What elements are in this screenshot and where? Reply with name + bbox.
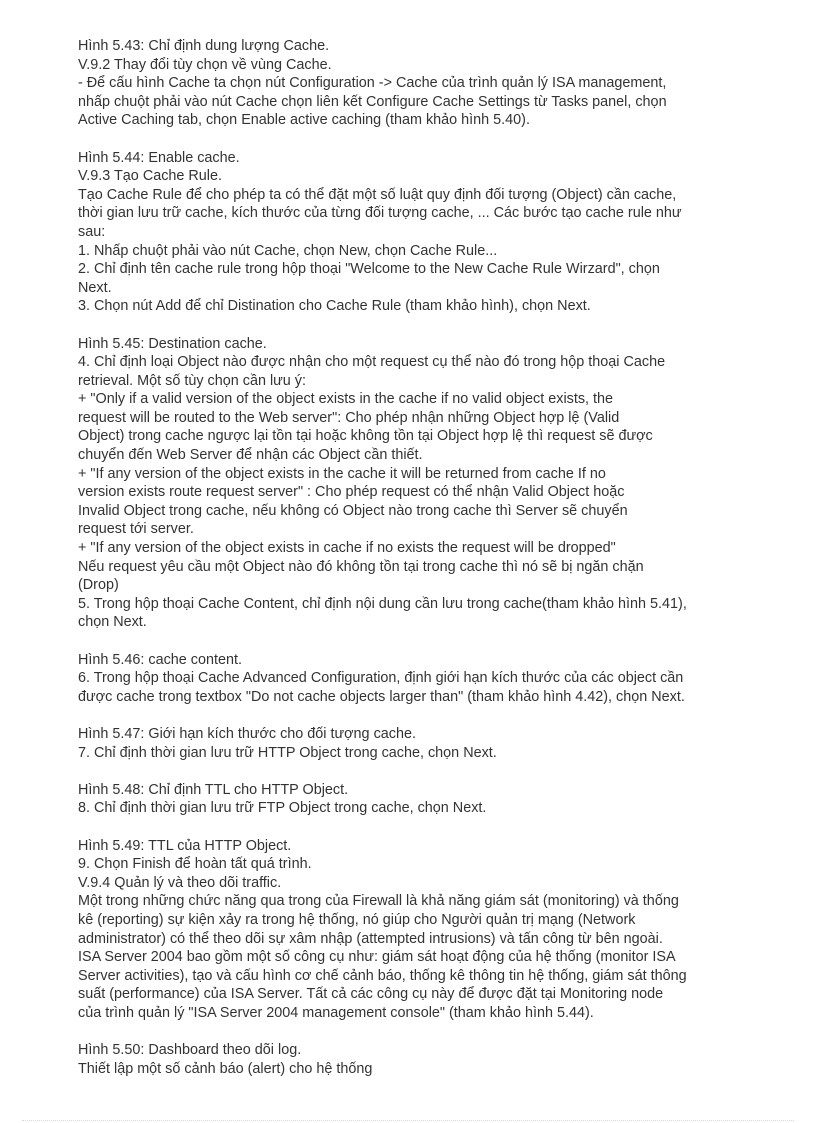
text-line: V.9.3 Tạo Cache Rule. <box>78 168 223 185</box>
text-line: Hình 5.44: Enable cache. <box>78 149 240 166</box>
text-block <box>78 651 778 707</box>
text-line: thời gian lưu trữ cache, kích thước của từng đối tượng cache, ... Các bước tạo cache rule như <box>78 205 682 222</box>
text-line: request tới server. <box>78 521 194 538</box>
text-line: version exists route request server" : Cho phép request có thể nhận Valid Object hoặc <box>78 484 625 501</box>
text-block <box>78 335 778 633</box>
text-block <box>78 837 778 1023</box>
text-line: + "If any version of the object exists in the cache it will be returned from cache If no <box>78 465 606 482</box>
text-line: 3. Chọn nút Add để chỉ Distination cho Cache Rule (tham khảo hình), chọn Next. <box>78 298 591 315</box>
text-line: Invalid Object trong cache, nếu không có Object nào trong cache thì Server sẽ chuyển <box>78 502 628 519</box>
text-block <box>78 149 778 316</box>
text-line: Thiết lập một số cảnh báo (alert) cho hệ thống <box>78 1060 373 1077</box>
text-line: chọn Next. <box>78 614 147 631</box>
text-line: administrator) có thể theo dõi sự xâm nhập (attempted intrusions) và tấn công từ bên ngoài. <box>78 930 663 947</box>
text-block <box>78 37 778 130</box>
text-line: của trình quản lý "ISA Server 2004 management console" (tham khảo hình 5.44). <box>78 1004 594 1021</box>
paragraph-gap <box>78 818 778 837</box>
text-line: Active Caching tab, chọn Enable active caching (tham khảo hình 5.40). <box>78 112 530 129</box>
document-body <box>78 37 778 1078</box>
text-line: Hình 5.43: Chỉ định dung lượng Cache. <box>78 38 330 54</box>
text-line: + "Only if a valid version of the object exists in the cache if no valid object exists, the <box>78 391 614 408</box>
paragraph-gap <box>78 706 778 725</box>
text-line: Hình 5.49: TTL của HTTP Object. <box>78 837 292 854</box>
text-block <box>78 781 778 818</box>
text-line: Tạo Cache Rule để cho phép ta có thể đặt một số luật quy định đối tượng (Object) cần cache, <box>78 186 677 203</box>
text-line: Hình 5.48: Chỉ định TTL cho HTTP Object. <box>78 781 349 798</box>
text-line: - Để cấu hình Cache ta chọn nút Configuration -> Cache của trình quản lý ISA management, <box>78 75 667 92</box>
text-line: 6. Trong hộp thoại Cache Advanced Configuration, định giới hạn kích thước của các object cần <box>78 670 684 687</box>
text-line: Server activities), tạo và cấu hình cơ chế cảnh báo, thống kê thông tin hệ thống, giám sát thông <box>78 967 687 984</box>
text-line: ISA Server 2004 bao gồm một số công cụ như: giám sát hoạt động của hệ thống (monitor ISA <box>78 949 676 966</box>
text-line: retrieval. Một số tùy chọn cần lưu ý: <box>78 372 306 389</box>
text-line: + "If any version of the object exists in cache if no exists the request will be dropped" <box>78 540 616 557</box>
text-line: V.9.2 Thay đổi tùy chọn về vùng Cache. <box>78 56 332 73</box>
text-line: (Drop) <box>78 577 119 594</box>
text-line: 1. Nhấp chuột phải vào nút Cache, chọn New, chọn Cache Rule... <box>78 242 498 259</box>
paragraph-gap <box>78 632 778 651</box>
text-line: được cache trong textbox "Do not cache objects larger than" (tham khảo hình 4.42), chọn Next. <box>78 688 685 705</box>
text-line: Một trong những chức năng qua trong của Firewall là khả năng giám sát (monitoring) và thống <box>78 893 679 910</box>
text-line: Hình 5.47: Giới hạn kích thước cho đối tượng cache. <box>78 725 416 742</box>
text-block <box>78 725 778 762</box>
text-line: Hình 5.45: Destination cache. <box>78 335 267 352</box>
text-line: suất (performance) của ISA Server. Tất cả các công cụ này để được đặt tại Monitoring node <box>78 986 664 1003</box>
text-line: nhấp chuột phải vào nút Cache chọn liên kết Configure Cache Settings từ Tasks panel, chọn <box>78 93 667 110</box>
paragraph-gap <box>78 1022 778 1041</box>
text-line: V.9.4 Quản lý và theo dõi traffic. <box>78 874 282 891</box>
text-line: 7. Chỉ định thời gian lưu trữ HTTP Object trong cache, chọn Next. <box>78 744 497 761</box>
text-line: Hình 5.46: cache content. <box>78 651 243 668</box>
paragraph-gap <box>78 316 778 335</box>
paragraph-gap <box>78 762 778 781</box>
text-line: Hình 5.50: Dashboard theo dõi log. <box>78 1042 302 1059</box>
text-line: sau: <box>78 223 106 240</box>
text-line: 4. Chỉ định loại Object nào được nhận cho một request cụ thể nào đó trong hộp thoại Cache <box>78 354 666 371</box>
text-line: 2. Chỉ định tên cache rule trong hộp thoại "Welcome to the New Cache Rule Wirzard", chọn <box>78 261 660 278</box>
text-line: Next. <box>78 279 112 296</box>
text-line: kê (reporting) sự kiện xảy ra trong hệ thống, nó giúp cho Người quản trị mạng (Network <box>78 911 636 928</box>
text-line: Object) trong cache ngược lại tồn tại hoặc không tồn tại Object hợp lệ thì request sẽ được <box>78 428 653 445</box>
text-line: chuyển đến Web Server để nhận các Object cần thiết. <box>78 447 423 464</box>
text-line: request will be routed to the Web server": Cho phép nhận những Object hợp lệ (Valid <box>78 409 620 426</box>
text-line: 9. Chọn Finish để hoàn tất quá trình. <box>78 856 312 873</box>
text-line: 8. Chỉ định thời gian lưu trữ FTP Object trong cache, chọn Next. <box>78 800 487 817</box>
paragraph-gap <box>78 130 778 149</box>
text-line: 5. Trong hộp thoại Cache Content, chỉ định nội dung cần lưu trong cache(tham khảo hình 5.41), <box>78 595 687 612</box>
text-line: Nếu request yêu cầu một Object nào đó không tồn tại trong cache thì nó sẽ bị ngăn chặn <box>78 558 644 575</box>
page-footer-divider <box>22 1120 794 1121</box>
text-block <box>78 1041 778 1078</box>
